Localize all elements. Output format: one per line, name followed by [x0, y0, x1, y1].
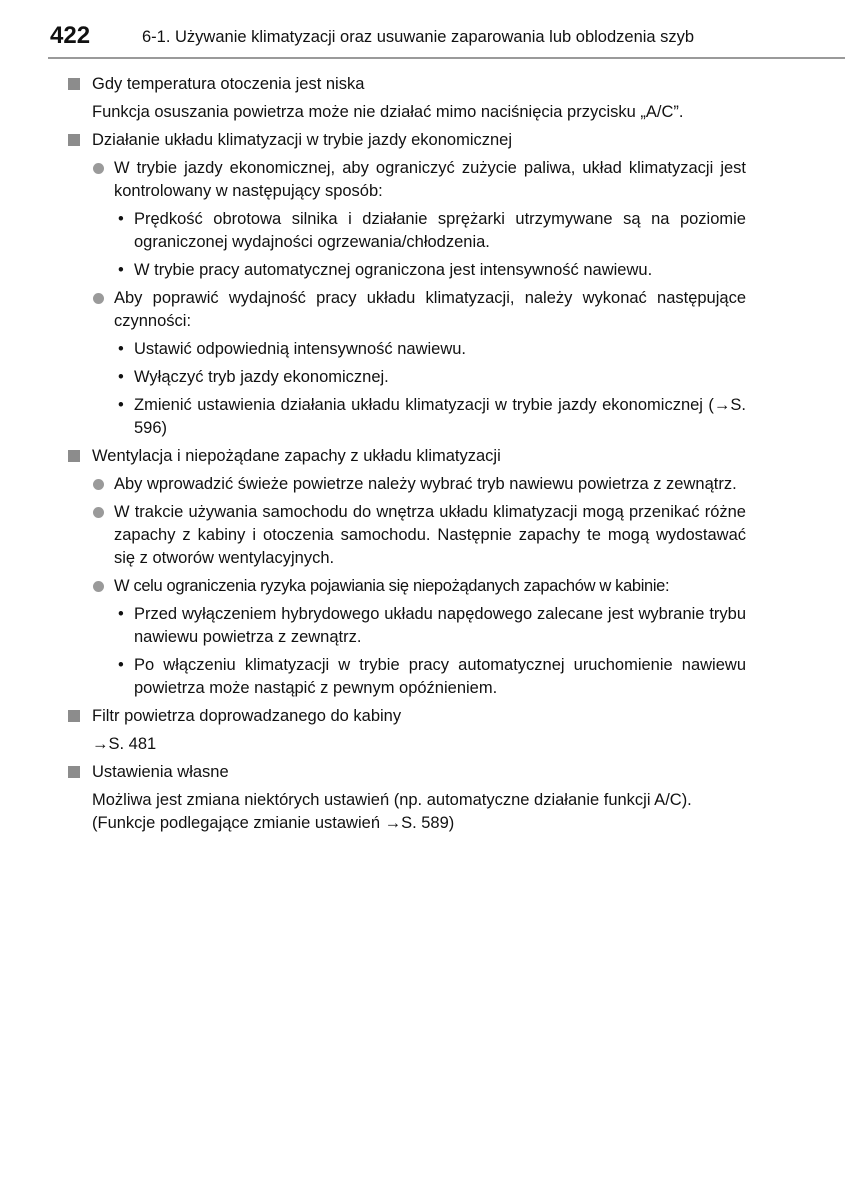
square-bullet-icon	[68, 766, 80, 778]
circle-bullet-icon	[93, 163, 104, 174]
sub-list-item	[66, 654, 746, 700]
sub-list-item-text: Po włączeniu klimatyzacji w trybie pracy automatycznej uruchomienie nawiewu powietrza może nastąpić z pewnym opóźnieniem.	[134, 656, 746, 697]
list-item-text: W trakcie używania samochodu do wnętrza układu klimatyzacji mogą przenikać różne zapachy z kabiny i otoczenia samochodu. Następnie zapachy te mogą wydostawać się z otworów wentylacyjnych.	[114, 503, 746, 567]
list-item-text: W trybie jazdy ekonomicznej, aby ograniczyć zużycie paliwa, układ klimatyzacji jest kontrolowany w następujący sposób:	[114, 159, 746, 200]
section-heading	[66, 761, 746, 784]
section-title: Wentylacja i niepożądane zapachy z układu klimatyzacji	[92, 447, 501, 465]
paragraph: Możliwa jest zmiana niektórych ustawień (np. automatyczne działanie funkcji A/C).	[92, 791, 692, 809]
circle-bullet-icon	[93, 507, 104, 518]
square-bullet-icon	[68, 710, 80, 722]
list-item-text: Aby poprawić wydajność pracy układu klimatyzacji, należy wykonać następujące czynności:	[114, 289, 746, 330]
dot-bullet-icon: •	[118, 368, 124, 386]
sub-list-item-text: Prędkość obrotowa silnika i działanie sprężarki utrzymywane są na poziomie ograniczonej wydajności ogrzewania/chłodzenia.	[134, 210, 746, 251]
sub-list-item-text: Wyłączyć tryb jazdy ekonomicznej.	[134, 368, 389, 386]
dot-bullet-icon: •	[118, 396, 124, 414]
sub-list-item-text: Zmienić ustawienia działania układu klimatyzacji w trybie jazdy ekonomicznej (→S. 596)	[134, 396, 746, 437]
sub-list-item-text: Ustawić odpowiednią intensywność nawiewu.	[134, 340, 467, 358]
page-reference: →S. 481	[92, 735, 157, 753]
paragraph: (Funkcje podlegające zmianie ustawień →S. 589)	[92, 814, 455, 832]
sub-list-item-text: W trybie pracy automatycznej ograniczona jest intensywność nawiewu.	[134, 261, 653, 279]
list-item	[66, 501, 746, 570]
circle-bullet-icon	[93, 479, 104, 490]
list-item	[66, 575, 746, 598]
section-heading	[66, 445, 746, 468]
section-heading	[66, 705, 746, 728]
page-content	[66, 68, 746, 840]
section-title: Działanie układu klimatyzacji w trybie jazdy ekonomicznej	[92, 131, 513, 149]
list-item	[66, 473, 746, 496]
sub-list-item-text: Przed wyłączeniem hybrydowego układu napędowego zalecane jest wybranie trybu nawiewu powietrza z zewnątrz.	[134, 605, 746, 646]
header-divider	[48, 57, 845, 59]
list-item	[66, 287, 746, 333]
square-bullet-icon	[68, 134, 80, 146]
circle-bullet-icon	[93, 293, 104, 304]
section-title: Gdy temperatura otoczenia jest niska	[92, 75, 365, 93]
dot-bullet-icon: •	[118, 605, 124, 623]
page-number: 422	[50, 22, 91, 49]
chapter-title: 6-1. Używanie klimatyzacji oraz usuwanie zaparowania lub oblodzenia szyb	[142, 28, 695, 46]
list-item	[66, 157, 746, 203]
section-heading	[66, 73, 746, 96]
sub-list-item	[66, 259, 746, 282]
page-header	[0, 0, 845, 58]
list-item-text: Aby wprowadzić świeże powietrze należy wybrać tryb nawiewu powietrza z zewnątrz.	[114, 475, 737, 493]
section-heading	[66, 129, 746, 152]
section-title: Ustawienia własne	[92, 763, 229, 781]
paragraph: Funkcja osuszania powietrza może nie działać mimo naciśnięcia przycisku „A/C”.	[92, 103, 684, 121]
list-item-text: W celu ograniczenia ryzyka pojawiania się niepożądanych zapachów w kabinie:	[114, 577, 670, 595]
section-title: Filtr powietrza doprowadzanego do kabiny	[92, 707, 402, 725]
sub-list-item	[66, 338, 746, 361]
dot-bullet-icon: •	[118, 656, 124, 674]
sub-list-item	[66, 394, 746, 440]
dot-bullet-icon: •	[118, 340, 124, 358]
circle-bullet-icon	[93, 581, 104, 592]
square-bullet-icon	[68, 450, 80, 462]
sub-list-item	[66, 366, 746, 389]
sub-list-item	[66, 208, 746, 254]
dot-bullet-icon: •	[118, 261, 124, 279]
square-bullet-icon	[68, 78, 80, 90]
dot-bullet-icon: •	[118, 210, 124, 228]
sub-list-item	[66, 603, 746, 649]
